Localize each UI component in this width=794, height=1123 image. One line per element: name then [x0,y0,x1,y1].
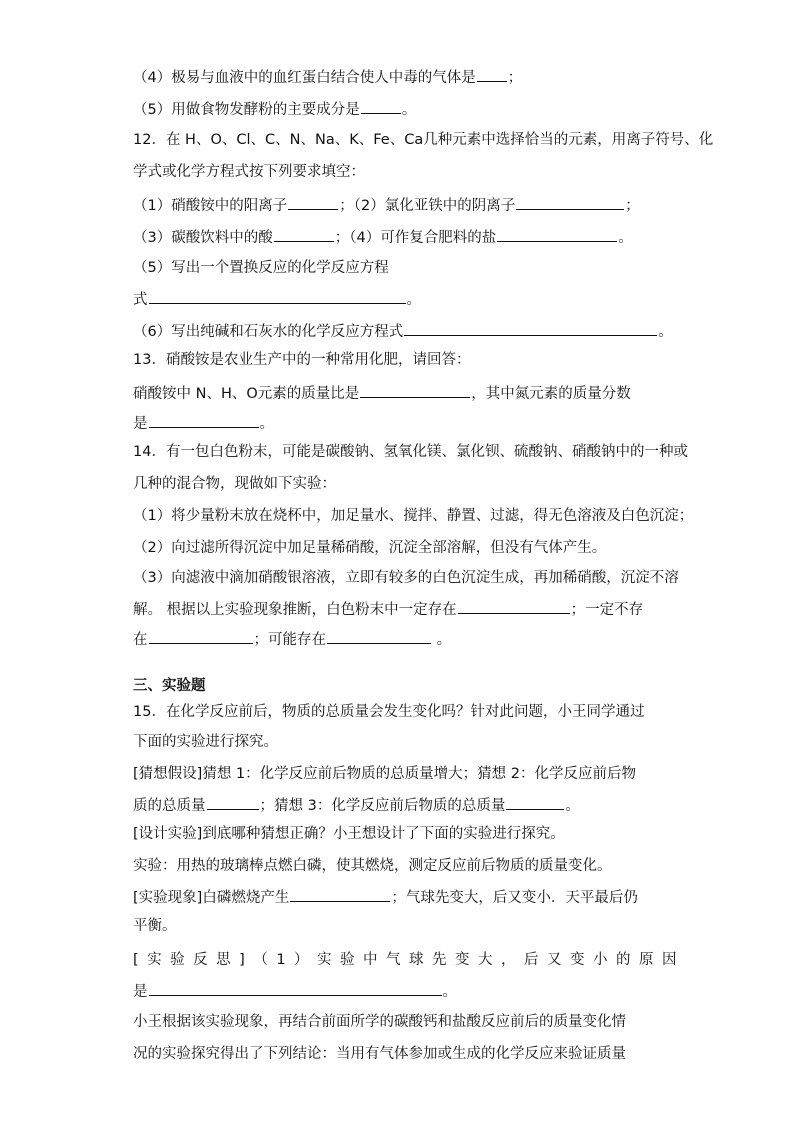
text: ； [625,198,640,214]
text: ；（4）可作复合肥料的盐 [334,230,497,246]
text: ；一定不存 [570,602,644,618]
text: 。 [406,292,421,308]
q15-conclusion-line1: 小王根据该实验现象，再结合前面所学的碳酸钙和盐酸反应前后的质量变化情 [133,1014,626,1030]
text: [实验现象]白磷燃烧产生 [133,890,290,906]
answer-blank[interactable] [288,194,338,210]
q11-item-5 [133,98,416,118]
q12-stem-line1: 12．在 H、O、Cl、C、N、Na、K、Fe、Ca几种元素中选择恰当的元素，用离子符号、化 [133,132,714,148]
q15-stem-line2: 下面的实验进行探究。 [133,734,278,750]
answer-blank[interactable] [497,226,617,242]
text: （3）碳酸饮料中的酸 [133,230,273,246]
q15-reflection-line1: [实验反思]（1）实验中气球先变大，后又变小的原因 [133,952,686,968]
q11-item-4 [133,66,522,86]
answer-blank[interactable] [149,412,259,428]
answer-blank[interactable] [327,628,431,644]
q15-design: [设计实验]到底哪种猜想正确？小王想设计了下面的实验进行探究。 [133,826,565,842]
text: ，其中氮元素的质量分数 [471,386,631,402]
answer-blank[interactable] [506,794,564,810]
q15-hypothesis-line2 [133,794,580,814]
text: 。 [618,230,633,246]
answer-blank[interactable] [477,66,507,82]
text: 在 [133,632,148,648]
answer-blank[interactable] [207,794,259,810]
section-heading: 三、实验题 [133,678,206,694]
answer-blank[interactable] [290,886,390,902]
q15-experiment: 实验：用热的玻璃棒点燃白磷，使其燃烧，测定反应前后物质的质量变化。 [133,858,612,874]
q12-item-5: （5）写出一个置换反应的化学反应方程 [133,260,389,276]
text: 。 [658,324,673,340]
answer-blank[interactable] [149,288,406,304]
q12-item-6 [133,320,673,340]
answer-blank[interactable] [149,628,253,644]
q12-items-3-4 [133,226,633,246]
text: （1）硝酸铵中的阳离子 [133,198,288,214]
q15-hypothesis-line1: [猜想假设]猜想 1：化学反应前后物质的总质量增大；猜想 2：化学反应前后物 [133,766,636,782]
text: 质的总质量 [133,798,206,814]
q15-phenomenon-line2: 平衡。 [133,918,177,934]
q13-line2 [133,382,631,402]
q12-items-1-2 [133,194,640,214]
text: 是 [133,416,148,432]
q15-stem-line1: 15．在化学反应前后，物质的总质量会发生变化吗？针对此问题，小王同学通过 [133,704,645,720]
text: ； [507,70,523,86]
text: 解。 根据以上实验现象推断，白色粉末中一定存在 [133,602,457,618]
q14-step-1: （1）将少量粉末放在烧杯中，加足量水、搅拌、静置、过滤，得无色溶液及白色沉淀； [133,508,694,524]
text: （5）用做食物发酵粉的主要成分是 [133,102,360,118]
q14-conclusion-line2 [133,628,451,648]
q14-stem-line2: 几种的混合物，现做如下实验： [133,476,336,492]
text: 是 [133,984,148,1000]
answer-blank[interactable] [274,226,334,242]
q14-conclusion-line1 [133,598,643,618]
answer-blank[interactable] [149,980,442,996]
text: 硝酸铵中 N、H、O元素的质量比是 [133,386,360,402]
text: （4）极易与血液中的血红蛋白结合使人中毒的气体是 [133,70,476,86]
q13-line3 [133,412,274,432]
q15-phenomenon-line1 [133,886,638,906]
text: （6）写出纯碱和石灰水的化学反应方程式 [133,324,404,340]
answer-blank[interactable] [458,598,570,614]
text: 。 [565,798,580,814]
text: 。 [401,102,417,118]
answer-blank[interactable] [361,98,401,114]
q15-reflection-line2 [133,980,457,1000]
answer-blank[interactable] [516,194,624,210]
text: 。 [259,416,274,432]
q14-step-3: （3）向滤液中滴加硝酸银溶液，立即有较多的白色沉淀生成，再加稀硝酸，沉淀不溶 [133,570,679,586]
q12-stem-line2: 学式或化学方程式按下列要求填空： [133,164,365,180]
q14-stem-line1: 14．有一包白色粉末，可能是碳酸钠、氢氧化镁、氯化钡、硫酸钠、硝酸钠中的一种或 [133,444,688,460]
text: 。 [432,632,452,648]
q12-item-5-blank [133,288,421,308]
answer-blank[interactable] [404,320,657,336]
text: ；猜想 3：化学反应前后物质的总质量 [259,798,506,814]
q13-stem: 13．硝酸铵是农业生产中的一种常用化肥，请回答： [133,352,471,368]
q14-step-2: （2）向过滤所得沉淀中加足量稀硝酸，沉淀全部溶解，但没有气体产生。 [133,540,607,556]
text: ；（2）氯化亚铁中的阴离子 [339,198,516,214]
text: ；气球先变大，后又变小．天平最后仍 [391,890,638,906]
q15-conclusion-line2: 况的实验探究得出了下列结论：当用有气体参加或生成的化学反应来验证质量 [133,1046,626,1062]
text: 式 [133,292,148,308]
answer-blank[interactable] [360,382,470,398]
text: 。 [442,984,457,1000]
text: ；可能存在 [253,632,326,648]
